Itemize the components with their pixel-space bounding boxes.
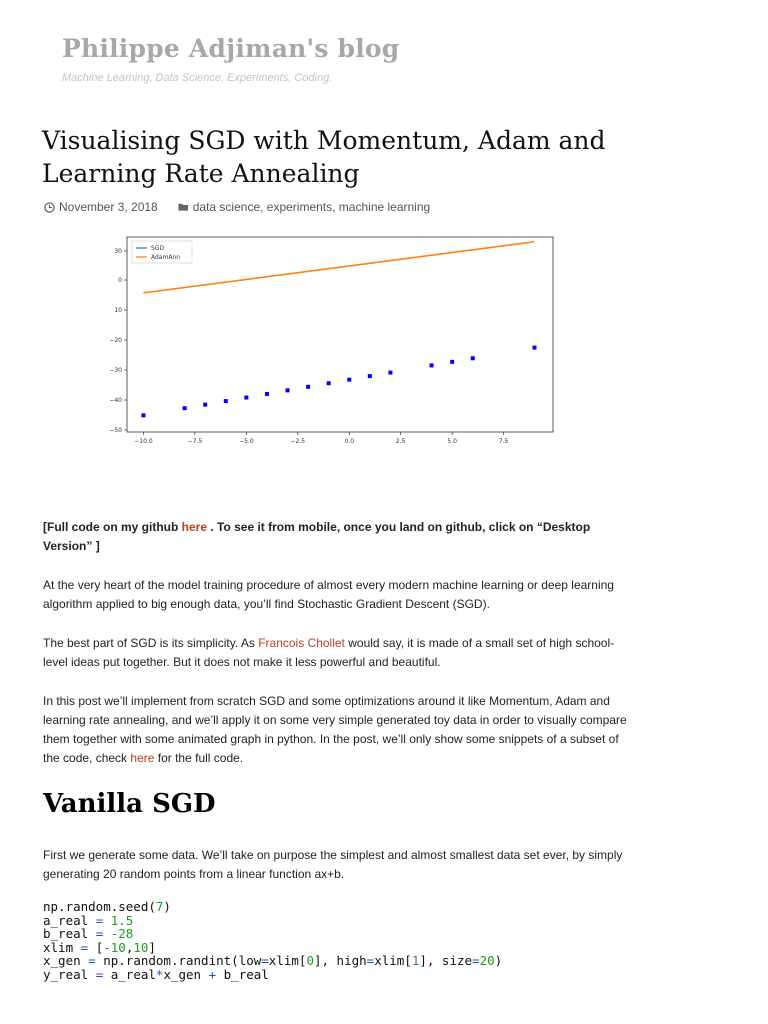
- paragraph-4: First we generate some data. We’ll take on purpose the simplest and almost smallest data set ever, by simply generating 20 random points from a linear function ax+b.: [43, 848, 623, 881]
- code-block: [43, 900, 633, 981]
- lead-suffix: . To see it from mobile, once you land on github, click on “Desktop Version” ]: [43, 520, 591, 553]
- post-categories-text[interactable]: data science, experiments, machine learning: [192, 200, 431, 214]
- section-heading-vanilla-sgd: Vanilla SGD: [43, 789, 216, 819]
- p2-prefix: The best part of SGD is its simplicity. As: [43, 636, 259, 650]
- paragraph-1: At the very heart of the model training procedure of almost every modern machine learning or deep learning algorithm applied to big enough data, you’ll find Stochastic Gradient Descent (SGD).: [43, 578, 614, 611]
- data-point: [286, 388, 290, 392]
- y-tick-label: −40: [109, 397, 122, 404]
- data-point: [306, 385, 310, 389]
- y-tick-label: −30: [109, 367, 122, 374]
- x-tick-label: −7.5: [187, 438, 203, 445]
- x-tick-label: 0.0: [344, 438, 355, 445]
- github-link[interactable]: here: [181, 520, 208, 534]
- lead-paragraph: [43, 518, 633, 556]
- y-tick-label: −20: [109, 337, 122, 344]
- p2-suffix: would say, it is made of a small set of high school-level ideas put together. But it does not make it less powerful and beautiful.: [43, 636, 615, 669]
- blog-title[interactable]: Philippe Adjiman's blog: [62, 34, 400, 63]
- post-meta: [44, 200, 430, 214]
- p3-prefix: In this post we’ll implement from scratch SGD and some optimizations around it like Momentum, Adam and learning rate annealing, and we’ll apply it on some very simple generated toy data in order to visually compare them together with some animated graph in python. In the post, we’ll only show some snippets of a subset of the code, check: [43, 694, 627, 765]
- x-tick-label: −2.5: [290, 438, 306, 445]
- post-date[interactable]: [44, 200, 158, 214]
- data-point: [203, 403, 207, 407]
- legend-label: SGD: [151, 245, 165, 252]
- data-point: [244, 396, 248, 400]
- plot-area: [127, 237, 553, 432]
- chollet-link[interactable]: Francois Chollet: [258, 636, 345, 650]
- code-line-5: x_gen = np.random.randint(low=xlim[0], high=xlim[1], size=20): [43, 953, 503, 968]
- x-tick-label: −10.0: [134, 438, 153, 445]
- code-line-3: b_real = -28: [43, 926, 134, 941]
- data-point: [265, 392, 269, 396]
- paragraph-3: [43, 692, 633, 768]
- data-point: [368, 374, 372, 378]
- post-date-text: November 3, 2018: [59, 200, 158, 214]
- data-point: [471, 356, 475, 360]
- x-tick-label: −5.0: [239, 438, 254, 445]
- y-tick-label: 0: [118, 277, 122, 284]
- code-line-4: xlim = [-10,10]: [43, 939, 156, 955]
- data-point: [327, 381, 331, 385]
- y-tick-label: 10: [114, 307, 122, 314]
- y-tick-label: −50: [109, 427, 122, 434]
- clock-icon: [44, 202, 55, 213]
- data-point: [388, 371, 392, 375]
- x-tick-label: 2.5: [395, 438, 406, 445]
- code-line-6: y_real = a_real*x_gen + b_real: [43, 966, 269, 982]
- data-point: [347, 378, 351, 382]
- p3-suffix: for the full code.: [154, 751, 244, 765]
- post-figure: [98, 234, 572, 460]
- lead-prefix: [Full code on my github: [43, 520, 182, 534]
- code-line-2: a_real = 1.5: [43, 912, 134, 928]
- data-point: [430, 363, 434, 367]
- full-code-link[interactable]: here: [130, 751, 155, 765]
- data-point: [450, 360, 454, 364]
- x-tick-label: 5.0: [447, 438, 457, 445]
- blog-tagline: Machine Learning, Data Science, Experiments, Coding.: [62, 72, 333, 84]
- post-categories: [178, 200, 430, 214]
- data-point: [183, 406, 187, 410]
- data-point: [532, 346, 536, 350]
- x-tick-label: 7.5: [498, 438, 509, 445]
- legend-label: AdamAnn: [151, 254, 181, 261]
- y-tick-label: 30: [114, 248, 122, 255]
- code-line-1: np.random.seed(7): [43, 899, 171, 914]
- post-content: [43, 518, 633, 981]
- blog-header: [62, 34, 399, 84]
- folder-icon: [178, 202, 189, 212]
- sgd-chart: [98, 234, 572, 460]
- paragraph-2: [43, 634, 633, 672]
- data-point: [141, 413, 145, 417]
- data-point: [224, 399, 228, 403]
- post-title: Visualising SGD with Momentum, Adam and Learning Rate Annealing: [42, 126, 606, 188]
